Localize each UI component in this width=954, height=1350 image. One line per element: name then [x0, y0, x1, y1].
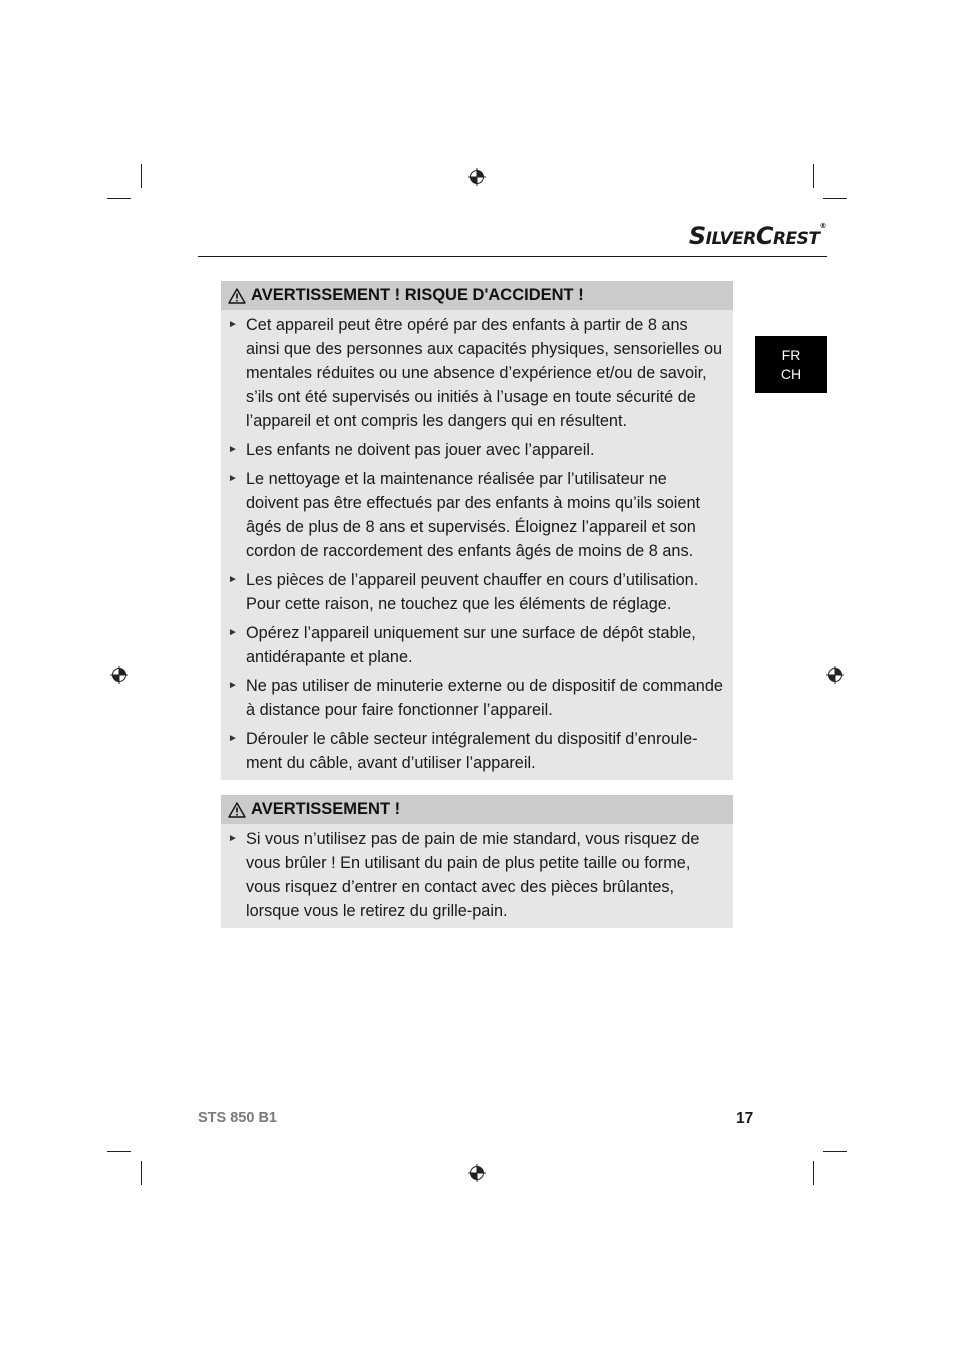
warning-list	[221, 310, 733, 775]
triangle-bullet-icon: ►	[228, 574, 238, 585]
list-item: ► Les pièces de l’appareil peuvent chauffer en cours d’utilisation. Pour cette raison, ne touchez que les éléments de réglage.	[221, 568, 733, 616]
crop-mark	[107, 1151, 131, 1152]
triangle-bullet-icon: ►	[228, 733, 238, 744]
crop-mark	[823, 1151, 847, 1152]
registration-mark-icon	[468, 1164, 486, 1182]
list-item: ► Dérouler le câble secteur intégralement du dispositif d’enroule- ment du câble, avant d’utiliser l’appareil.	[221, 727, 733, 775]
warning-list	[221, 824, 733, 923]
triangle-bullet-icon: ►	[228, 833, 238, 844]
warning-box-general	[221, 795, 733, 928]
language-tab-line: FR	[781, 346, 801, 363]
list-item: ► Le nettoyage et la maintenance réalisée par l’utilisateur ne doivent pas être effectués par des enfants à moins qu’ils soient âgés de plus de 8 ans et supervisés. Éloignez l’appareil et son cordon de raccordement des enfants âgés de moins de 8 ans.	[221, 467, 733, 563]
list-item: ► Si vous n’utilisez pas de pain de mie standard, vous risquez de vous brûler ! En utilisant du pain de plus petite taille ou forme, vous risquez d’entrer en contact avec des pièces brûlantes, lorsque vous le retirez du grille-pain.	[221, 827, 733, 923]
warning-header	[221, 795, 733, 824]
registration-mark-icon	[826, 666, 844, 684]
list-item: ► Cet appareil peut être opéré par des enfants à partir de 8 ans ainsi que des personnes aux capacités physiques, sensorielles ou mentales réduites ou une absence d’expérience et/ou de savoir, s’ils ont été supervisés ou initiés à l’usage en toute sécurité de l’appareil et ont compris les dangers qui en résultent.	[221, 313, 733, 433]
warning-box-accident	[221, 281, 733, 780]
crop-mark	[141, 1161, 142, 1185]
brand-logo: SILVERCREST®	[688, 222, 826, 250]
crop-mark	[813, 164, 814, 188]
language-tab-line: CH	[780, 365, 802, 382]
footer-model: STS 850 B1	[198, 1110, 277, 1126]
language-tab	[755, 336, 827, 393]
registration-mark-icon	[468, 168, 486, 186]
crop-mark	[141, 164, 142, 188]
list-item: ► Ne pas utiliser de minuterie externe ou de dispositif de commande à distance pour faire fonctionner l’appareil.	[221, 674, 733, 722]
warning-title: AVERTISSEMENT !	[251, 800, 401, 818]
page-number: 17	[736, 1110, 754, 1127]
triangle-bullet-icon: ►	[228, 627, 238, 638]
triangle-bullet-icon: ►	[228, 444, 238, 455]
header-rule	[198, 256, 827, 257]
list-item: ► Les enfants ne doivent pas jouer avec l’appareil.	[221, 438, 733, 462]
list-item: ► Opérez l’appareil uniquement sur une surface de dépôt stable, antidérapante et plane.	[221, 621, 733, 669]
triangle-bullet-icon: ►	[228, 473, 238, 484]
crop-mark	[813, 1161, 814, 1185]
warning-triangle-icon	[228, 802, 246, 818]
registration-mark-icon	[110, 666, 128, 684]
triangle-bullet-icon: ►	[228, 680, 238, 691]
warning-triangle-icon	[228, 288, 246, 304]
triangle-bullet-icon: ►	[228, 319, 238, 330]
warning-header	[221, 281, 733, 310]
warning-title: AVERTISSEMENT ! RISQUE D'ACCIDENT !	[251, 286, 584, 304]
crop-mark	[823, 198, 847, 199]
crop-mark	[107, 198, 131, 199]
